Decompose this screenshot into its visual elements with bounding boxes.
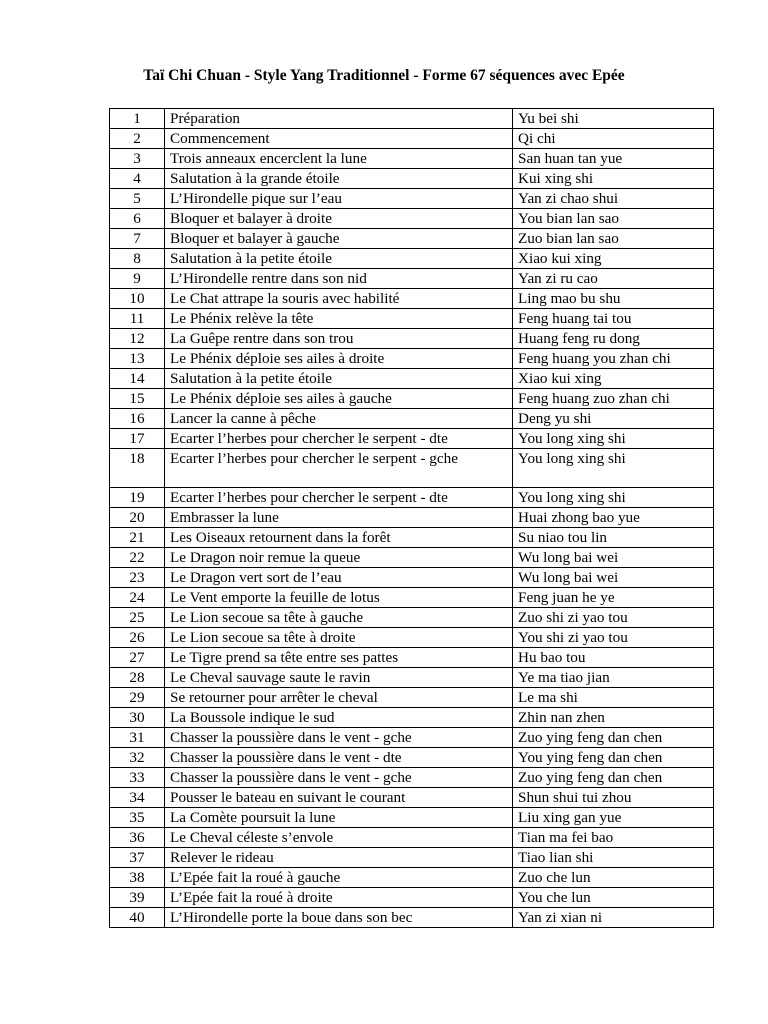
sequence-number-cell: 1 bbox=[110, 109, 165, 129]
table-row bbox=[110, 129, 714, 149]
table-row bbox=[110, 289, 714, 309]
sequence-number-cell: 16 bbox=[110, 409, 165, 429]
french-name-cell: Le Phénix relève la tête bbox=[165, 309, 513, 329]
french-name-cell: L’Hirondelle porte la boue dans son bec bbox=[165, 908, 513, 928]
sequence-number-cell: 24 bbox=[110, 588, 165, 608]
sequence-number-cell: 28 bbox=[110, 668, 165, 688]
table-row bbox=[110, 309, 714, 329]
french-name-cell: La Comète poursuit la lune bbox=[165, 808, 513, 828]
sequence-number-cell: 7 bbox=[110, 229, 165, 249]
sequence-number-cell: 8 bbox=[110, 249, 165, 269]
french-name-cell: Le Cheval céleste s’envole bbox=[165, 828, 513, 848]
french-name-cell: Le Lion secoue sa tête à droite bbox=[165, 628, 513, 648]
french-name-cell: Le Phénix déploie ses ailes à droite bbox=[165, 349, 513, 369]
table-row bbox=[110, 209, 714, 229]
french-name-cell: Lancer la canne à pêche bbox=[165, 409, 513, 429]
chinese-name-cell: Yu bei shi bbox=[513, 109, 714, 129]
sequence-number-cell: 15 bbox=[110, 389, 165, 409]
chinese-name-cell: Qi chi bbox=[513, 129, 714, 149]
french-name-cell: Chasser la poussière dans le vent - dte bbox=[165, 748, 513, 768]
sequence-number-cell: 6 bbox=[110, 209, 165, 229]
sequence-number-cell: 26 bbox=[110, 628, 165, 648]
sequence-number-cell: 12 bbox=[110, 329, 165, 349]
sequence-number-cell: 5 bbox=[110, 189, 165, 209]
chinese-name-cell: Ye ma tiao jian bbox=[513, 668, 714, 688]
french-name-cell: Le Tigre prend sa tête entre ses pattes bbox=[165, 648, 513, 668]
table-row bbox=[110, 329, 714, 349]
table-row bbox=[110, 868, 714, 888]
table-row bbox=[110, 688, 714, 708]
chinese-name-cell: You ying feng dan chen bbox=[513, 748, 714, 768]
chinese-name-cell: Feng huang zuo zhan chi bbox=[513, 389, 714, 409]
chinese-name-cell: Huai zhong bao yue bbox=[513, 508, 714, 528]
french-name-cell: Bloquer et balayer à gauche bbox=[165, 229, 513, 249]
french-name-cell: Le Dragon vert sort de l’eau bbox=[165, 568, 513, 588]
french-name-cell: Les Oiseaux retournent dans la forêt bbox=[165, 528, 513, 548]
french-name-cell: Pousser le bateau en suivant le courant bbox=[165, 788, 513, 808]
sequence-number-cell: 9 bbox=[110, 269, 165, 289]
french-name-cell: Chasser la poussière dans le vent - gche bbox=[165, 728, 513, 748]
table-row bbox=[110, 828, 714, 848]
french-name-cell: La Guêpe rentre dans son trou bbox=[165, 329, 513, 349]
french-name-cell: Ecarter l’herbes pour chercher le serpent - dte bbox=[165, 429, 513, 449]
table-row bbox=[110, 588, 714, 608]
chinese-name-cell: Zuo shi zi yao tou bbox=[513, 608, 714, 628]
french-name-cell: L’Epée fait la roué à gauche bbox=[165, 868, 513, 888]
table-row bbox=[110, 349, 714, 369]
sequence-number-cell: 14 bbox=[110, 369, 165, 389]
sequence-number-cell: 22 bbox=[110, 548, 165, 568]
table-row bbox=[110, 508, 714, 528]
table-row bbox=[110, 668, 714, 688]
sequence-number-cell: 40 bbox=[110, 908, 165, 928]
table-row bbox=[110, 808, 714, 828]
table-row bbox=[110, 269, 714, 289]
table-row bbox=[110, 229, 714, 249]
table-row bbox=[110, 888, 714, 908]
chinese-name-cell: Zuo ying feng dan chen bbox=[513, 768, 714, 788]
chinese-name-cell: Tian ma fei bao bbox=[513, 828, 714, 848]
sequence-number-cell: 34 bbox=[110, 788, 165, 808]
french-name-cell: Le Chat attrape la souris avec habilité bbox=[165, 289, 513, 309]
french-name-cell: Le Lion secoue sa tête à gauche bbox=[165, 608, 513, 628]
table-row bbox=[110, 409, 714, 429]
chinese-name-cell: Zuo ying feng dan chen bbox=[513, 728, 714, 748]
table-row bbox=[110, 788, 714, 808]
french-name-cell: L’Hirondelle pique sur l’eau bbox=[165, 189, 513, 209]
chinese-name-cell: Hu bao tou bbox=[513, 648, 714, 668]
sequence-number-cell: 36 bbox=[110, 828, 165, 848]
french-name-cell: Ecarter l’herbes pour chercher le serpent - gche bbox=[165, 449, 513, 488]
french-name-cell: Commencement bbox=[165, 129, 513, 149]
table-row bbox=[110, 568, 714, 588]
sequence-number-cell: 4 bbox=[110, 169, 165, 189]
chinese-name-cell: Su niao tou lin bbox=[513, 528, 714, 548]
french-name-cell: La Boussole indique le sud bbox=[165, 708, 513, 728]
french-name-cell: Relever le rideau bbox=[165, 848, 513, 868]
table-row bbox=[110, 748, 714, 768]
sequence-number-cell: 38 bbox=[110, 868, 165, 888]
chinese-name-cell: Xiao kui xing bbox=[513, 249, 714, 269]
sequence-number-cell: 21 bbox=[110, 528, 165, 548]
table-row bbox=[110, 768, 714, 788]
french-name-cell: Trois anneaux encerclent la lune bbox=[165, 149, 513, 169]
sequence-table bbox=[109, 108, 714, 928]
sequence-number-cell: 25 bbox=[110, 608, 165, 628]
sequence-number-cell: 33 bbox=[110, 768, 165, 788]
sequence-number-cell: 27 bbox=[110, 648, 165, 668]
french-name-cell: Le Phénix déploie ses ailes à gauche bbox=[165, 389, 513, 409]
chinese-name-cell: Shun shui tui zhou bbox=[513, 788, 714, 808]
chinese-name-cell: Yan zi chao shui bbox=[513, 189, 714, 209]
table-row bbox=[110, 728, 714, 748]
sequence-number-cell: 18 bbox=[110, 449, 165, 488]
chinese-name-cell: Le ma shi bbox=[513, 688, 714, 708]
french-name-cell: Embrasser la lune bbox=[165, 508, 513, 528]
table-row bbox=[110, 449, 714, 488]
french-name-cell: Bloquer et balayer à droite bbox=[165, 209, 513, 229]
chinese-name-cell: Yan zi ru cao bbox=[513, 269, 714, 289]
chinese-name-cell: San huan tan yue bbox=[513, 149, 714, 169]
table-row bbox=[110, 389, 714, 409]
french-name-cell: L’Epée fait la roué à droite bbox=[165, 888, 513, 908]
chinese-name-cell: Yan zi xian ni bbox=[513, 908, 714, 928]
sequence-number-cell: 35 bbox=[110, 808, 165, 828]
french-name-cell: Chasser la poussière dans le vent - gche bbox=[165, 768, 513, 788]
french-name-cell: Préparation bbox=[165, 109, 513, 129]
chinese-name-cell: Zhin nan zhen bbox=[513, 708, 714, 728]
table-row bbox=[110, 488, 714, 508]
sequence-number-cell: 30 bbox=[110, 708, 165, 728]
table-row bbox=[110, 149, 714, 169]
page-title: Taï Chi Chuan - Style Yang Traditionnel - Forme 67 séquences avec Epée bbox=[143, 67, 625, 84]
sequence-table-body bbox=[110, 109, 714, 928]
sequence-number-cell: 3 bbox=[110, 149, 165, 169]
french-name-cell: Le Cheval sauvage saute le ravin bbox=[165, 668, 513, 688]
chinese-name-cell: Wu long bai wei bbox=[513, 568, 714, 588]
sequence-number-cell: 19 bbox=[110, 488, 165, 508]
table-row bbox=[110, 848, 714, 868]
sequence-number-cell: 13 bbox=[110, 349, 165, 369]
sequence-number-cell: 37 bbox=[110, 848, 165, 868]
table-row bbox=[110, 628, 714, 648]
chinese-name-cell: Feng huang tai tou bbox=[513, 309, 714, 329]
sequence-number-cell: 11 bbox=[110, 309, 165, 329]
sequence-number-cell: 20 bbox=[110, 508, 165, 528]
table-row bbox=[110, 528, 714, 548]
chinese-name-cell: Deng yu shi bbox=[513, 409, 714, 429]
french-name-cell: Ecarter l’herbes pour chercher le serpent - dte bbox=[165, 488, 513, 508]
table-row bbox=[110, 648, 714, 668]
sequence-number-cell: 2 bbox=[110, 129, 165, 149]
sequence-number-cell: 10 bbox=[110, 289, 165, 309]
table-row bbox=[110, 708, 714, 728]
table-row bbox=[110, 369, 714, 389]
french-name-cell: Le Dragon noir remue la queue bbox=[165, 548, 513, 568]
sequence-number-cell: 31 bbox=[110, 728, 165, 748]
table-row bbox=[110, 109, 714, 129]
chinese-name-cell: Huang feng ru dong bbox=[513, 329, 714, 349]
chinese-name-cell: You shi zi yao tou bbox=[513, 628, 714, 648]
sequence-number-cell: 39 bbox=[110, 888, 165, 908]
sequence-number-cell: 17 bbox=[110, 429, 165, 449]
french-name-cell: L’Hirondelle rentre dans son nid bbox=[165, 269, 513, 289]
chinese-name-cell: Zuo bian lan sao bbox=[513, 229, 714, 249]
chinese-name-cell: Wu long bai wei bbox=[513, 548, 714, 568]
chinese-name-cell: You bian lan sao bbox=[513, 209, 714, 229]
chinese-name-cell: Zuo che lun bbox=[513, 868, 714, 888]
table-row bbox=[110, 249, 714, 269]
chinese-name-cell: You long xing shi bbox=[513, 449, 714, 488]
chinese-name-cell: Feng juan he ye bbox=[513, 588, 714, 608]
french-name-cell: Salutation à la petite étoile bbox=[165, 249, 513, 269]
table-row bbox=[110, 169, 714, 189]
chinese-name-cell: You long xing shi bbox=[513, 488, 714, 508]
sequence-number-cell: 32 bbox=[110, 748, 165, 768]
chinese-name-cell: Kui xing shi bbox=[513, 169, 714, 189]
table-row bbox=[110, 548, 714, 568]
chinese-name-cell: Feng huang you zhan chi bbox=[513, 349, 714, 369]
chinese-name-cell: You che lun bbox=[513, 888, 714, 908]
table-row bbox=[110, 429, 714, 449]
table-row bbox=[110, 608, 714, 628]
french-name-cell: Le Vent emporte la feuille de lotus bbox=[165, 588, 513, 608]
chinese-name-cell: Ling mao bu shu bbox=[513, 289, 714, 309]
french-name-cell: Salutation à la petite étoile bbox=[165, 369, 513, 389]
chinese-name-cell: You long xing shi bbox=[513, 429, 714, 449]
table-row bbox=[110, 189, 714, 209]
sequence-number-cell: 29 bbox=[110, 688, 165, 708]
sequence-number-cell: 23 bbox=[110, 568, 165, 588]
french-name-cell: Salutation à la grande étoile bbox=[165, 169, 513, 189]
chinese-name-cell: Liu xing gan yue bbox=[513, 808, 714, 828]
french-name-cell: Se retourner pour arrêter le cheval bbox=[165, 688, 513, 708]
table-row bbox=[110, 908, 714, 928]
chinese-name-cell: Xiao kui xing bbox=[513, 369, 714, 389]
chinese-name-cell: Tiao lian shi bbox=[513, 848, 714, 868]
